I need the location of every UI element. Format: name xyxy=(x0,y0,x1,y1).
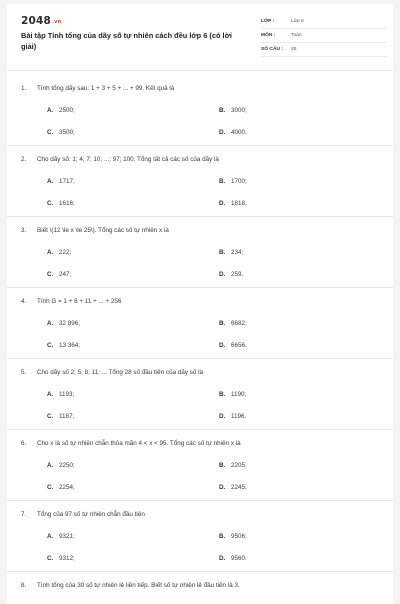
question-number: 5. xyxy=(21,369,27,376)
option-d[interactable]: D. 1818. xyxy=(219,200,247,207)
option-b[interactable]: B. 1700; xyxy=(219,178,247,185)
worksheet xyxy=(7,4,393,604)
question-text: Biết \(12 \le x \le 25\). Tổng các số tự nhiên x là xyxy=(37,227,169,234)
question-divider xyxy=(7,429,393,430)
question-number: 1. xyxy=(21,85,27,92)
option-b[interactable]: B. 9506; xyxy=(219,533,247,540)
option-b[interactable]: B. 234; xyxy=(219,249,244,256)
question-divider xyxy=(7,358,393,359)
question-divider xyxy=(7,145,393,146)
option-d[interactable]: D. 259. xyxy=(219,271,244,278)
option-d[interactable]: D. 9560. xyxy=(219,555,247,562)
question-text: Tính tổng của 30 số tự nhiên lẻ liên tiếp. Biết số tự nhiên lẻ đầu tiên là 3. xyxy=(37,582,240,589)
document-title: Bài tập Tính tổng của dãy số tự nhiên cách đều lớp 6 (có lời giải) xyxy=(21,31,232,51)
question-text: Cho dãy số: 1; 4; 7; 10; ...; 97; 100. Tổng tất cả các số của dãy là xyxy=(37,156,219,163)
option-a[interactable]: A. 2250; xyxy=(47,462,75,469)
question-number: 6. xyxy=(21,440,27,447)
question-text: Tổng của 97 số tự nhiên chẵn đầu tiên xyxy=(37,511,145,518)
option-c[interactable]: C. 1187; xyxy=(47,413,75,420)
option-b[interactable]: B. 6682; xyxy=(219,320,247,327)
question-divider xyxy=(7,216,393,217)
question-number: 3. xyxy=(21,227,27,234)
option-b[interactable]: B. 2205; xyxy=(219,462,247,469)
header-divider xyxy=(7,70,393,71)
header xyxy=(7,4,393,64)
option-c[interactable]: C. 1616; xyxy=(47,200,75,207)
option-c[interactable]: C. 2254; xyxy=(47,484,75,491)
meta-subject: MÔN : Toán xyxy=(261,30,387,43)
question-text: Cho x là số tự nhiên chẵn thỏa mãn 4 < x < 95. Tổng các số tự nhiên x là xyxy=(37,440,241,447)
question-divider xyxy=(7,571,393,572)
site-logo[interactable]: 2048.vn xyxy=(21,15,62,27)
question-number: 4. xyxy=(21,298,27,305)
option-d[interactable]: D. 2245. xyxy=(219,484,247,491)
meta-grade: LỚP : Lớp 6 xyxy=(261,16,387,29)
option-a[interactable]: A. 1717; xyxy=(47,178,75,185)
meta-question-count: SỐ CÂU : 25 xyxy=(261,44,387,57)
option-c[interactable]: C. 13 364; xyxy=(47,342,81,349)
option-b[interactable]: B. 1190; xyxy=(219,391,247,398)
question-number: 2. xyxy=(21,156,27,163)
question-text: Tính tổng dãy sau: 1 + 3 + 5 + ... + 99. Kết quả là xyxy=(37,85,175,92)
option-a[interactable]: A. 222; xyxy=(47,249,72,256)
option-a[interactable]: A. 1193; xyxy=(47,391,75,398)
option-c[interactable]: C. 9312; xyxy=(47,555,75,562)
option-a[interactable]: A. 2500; xyxy=(47,107,75,114)
option-d[interactable]: D. 4000. xyxy=(219,129,247,136)
question-number: 8. xyxy=(21,582,27,589)
question-text: Cho dãy số 2; 5; 8; 11; ... Tổng 28 số đầu tiên của dãy số là xyxy=(37,369,204,376)
option-b[interactable]: B. 3000; xyxy=(219,107,247,114)
option-d[interactable]: D. 1196. xyxy=(219,413,247,420)
option-c[interactable]: C. 247; xyxy=(47,271,72,278)
question-divider xyxy=(7,500,393,501)
option-d[interactable]: D. 6656. xyxy=(219,342,247,349)
option-c[interactable]: C. 3500; xyxy=(47,129,75,136)
option-a[interactable]: A. 32 896; xyxy=(47,320,81,327)
question-divider xyxy=(7,287,393,288)
question-text: Tính G = 1 + 6 + 11 + ... + 256 xyxy=(37,298,122,305)
question-number: 7. xyxy=(21,511,27,518)
option-a[interactable]: A. 9321; xyxy=(47,533,75,540)
